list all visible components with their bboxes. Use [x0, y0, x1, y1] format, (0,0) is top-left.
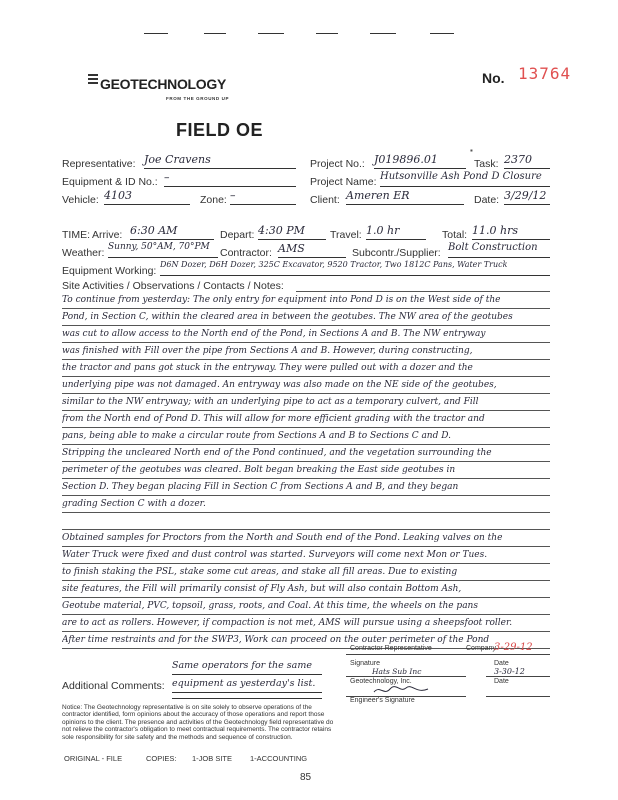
signature-line — [346, 676, 466, 677]
page-title: FIELD OE — [176, 120, 264, 140]
additional-comments-line-1[interactable]: Same operators for the same — [172, 660, 322, 675]
vehicle-label: Vehicle: — [62, 194, 99, 206]
contractor-field[interactable]: AMS — [278, 242, 346, 258]
logo-tagline: FROM THE GROUND UP — [166, 96, 230, 101]
footer-job-site: 1-JOB SITE — [192, 754, 233, 763]
depart-field[interactable]: 4:30 PM — [258, 224, 326, 240]
task-label: Task: — [474, 158, 499, 170]
note-line: pans, being able to make a circular route from Sections A and B to Sections C and D. — [62, 429, 550, 445]
contractor-signature: Hats Sub Inc — [372, 667, 422, 676]
logo-mark-icon — [88, 74, 98, 86]
note-line: To continue from yesterday: The only entry for equipment into Pond D is on the West side of the — [62, 293, 550, 309]
footer-original: ORIGINAL - FILE — [64, 754, 123, 763]
travel-label: Travel: — [330, 229, 362, 241]
equipment-working-label: Equipment Working: — [62, 265, 157, 277]
company-value: 3-29-12 — [494, 642, 533, 653]
vehicle-field[interactable]: 4103 — [104, 189, 190, 205]
note-line: After time restraints and for the SWP3, Work can proceed on the outer perimeter of the Pond — [62, 633, 550, 649]
additional-comments-label: Additional Comments: — [62, 680, 165, 692]
project-name-field[interactable]: Hutsonville Ash Pond D Closure — [380, 171, 550, 187]
scan-artifact: ▪ — [470, 146, 473, 155]
equipment-id-label: Equipment & ID No.: — [62, 176, 158, 188]
subcontr-label: Subcontr./Supplier: — [352, 247, 441, 259]
company-label: Company — [466, 645, 496, 652]
site-activities-label: Site Activities / Observations / Contacts / Notes: — [62, 280, 284, 292]
engineers-signature-label: Engineer's Signature — [350, 697, 415, 704]
date-small-label: Date — [494, 660, 509, 667]
scan-mark — [258, 33, 284, 34]
equipment-id-field[interactable]: – — [164, 171, 296, 187]
weather-label: Weather: — [62, 247, 105, 259]
scan-mark — [204, 33, 226, 34]
note-line: was finished with Fill over the pipe from Sections A and B. However, during constructing, — [62, 344, 550, 360]
signature-label: Signature — [350, 660, 380, 667]
time-label: TIME: — [62, 229, 90, 241]
date-field[interactable]: 3/29/12 — [504, 189, 550, 205]
client-label: Client: — [310, 194, 340, 206]
form-number-label: No. — [482, 70, 505, 86]
footer-accounting: 1-ACCOUNTING — [250, 754, 308, 763]
logo-wordmark: GEOTECHNOLOGY — [100, 76, 226, 92]
geotech-inc-label: Geotechnology, Inc. — [350, 678, 412, 685]
project-no-field[interactable]: J019896.01 — [374, 153, 466, 169]
notice-text: Notice: The Geotechnology representative is on site solely to observe operations of the contractor identified, form opinions about the accuracy of those operations and report those opinions to the client. The presence and activities of the Geotechnology field representative do not relieve the contractor's obligation to meet contractual requirements. The contractor retains sole responsibility for site safety and the methods and sequence of construction. — [62, 704, 334, 741]
form-number-value: 13764 — [518, 64, 572, 83]
note-line: Pond, in Section C, within the cleared area in between the geotubes. The NW area of the geotubes — [62, 310, 550, 326]
note-line: perimeter of the geotubes was cleared. Bolt began breaking the East side geotubes in — [62, 463, 550, 479]
arrive-field[interactable]: 6:30 AM — [130, 224, 214, 240]
client-field[interactable]: Ameren ER — [346, 189, 464, 205]
depart-label: Depart: — [220, 229, 255, 241]
signature-date: 3-30-12 — [494, 667, 525, 676]
project-no-label: Project No.: — [310, 158, 365, 170]
weather-field[interactable]: Sunny, 50°AM, 70°PM — [108, 242, 218, 258]
note-line: Section D. They began placing Fill in Section C from Sections A and B, and they began — [62, 480, 550, 496]
site-activities-rule — [296, 291, 550, 292]
note-line: similar to the NW entryway; with an underlying pipe to act as a temporary culvert, and Fill — [62, 395, 550, 411]
date-small-label-2: Date — [494, 678, 509, 685]
additional-comments-line-2[interactable]: equipment as yesterday's list. — [172, 678, 322, 693]
note-line: underlying pipe was not damaged. An entryway was also made on the NE side of the geotubes, — [62, 378, 550, 394]
note-line — [62, 514, 550, 530]
note-line: grading Section C with a dozer. — [62, 497, 550, 513]
scan-mark — [316, 33, 338, 34]
zone-label: Zone: — [200, 194, 227, 206]
contractor-rep-label: Contractor Representative — [350, 645, 432, 652]
note-line: the tractor and pans got stuck in the entryway. They were pulled out with a dozer and the — [62, 361, 550, 377]
total-label: Total: — [442, 229, 468, 241]
subcontr-field[interactable]: Bolt Construction — [448, 242, 550, 258]
note-line: to finish staking the PSL, stake some cut areas, and stake all fill areas. Due to existing — [62, 565, 550, 581]
arrive-label: Arrive: — [92, 229, 123, 241]
note-line: Geotube material, PVC, topsoil, grass, roots, and Coal. At this time, the wheels on the pans — [62, 599, 550, 615]
engineer-date-line — [486, 696, 550, 697]
note-line: Stripping the uncleared North end of the Pond continued, and the vegetation surrounding the — [62, 446, 550, 462]
date-line — [486, 676, 550, 677]
zone-field[interactable]: – — [230, 189, 296, 205]
page-number: 85 — [300, 772, 312, 783]
representative-field[interactable]: Joe Cravens — [144, 153, 296, 169]
project-name-label: Project Name: — [310, 176, 377, 188]
signature-block-rule — [346, 654, 550, 655]
equipment-working-field[interactable]: D6N Dozer, D6H Dozer, 325C Excavator, 9520 Tractor, Two 1812C Pans, Water Truck — [160, 260, 550, 276]
note-line: from the North end of Pond D. This will allow for more efficient grading with the tractor and — [62, 412, 550, 428]
representative-label: Representative: — [62, 158, 136, 170]
note-line: Obtained samples for Proctors from the North and South end of the Pond. Leaking valves on the — [62, 531, 550, 547]
task-field[interactable]: 2370 — [504, 153, 550, 169]
contractor-label: Contractor: — [220, 247, 272, 259]
scan-mark — [430, 33, 454, 34]
note-line: site features, the Fill will primarily consist of Fly Ash, but will also contain Bottom Ash, — [62, 582, 550, 598]
travel-field[interactable]: 1.0 hr — [366, 224, 426, 240]
date-label: Date: — [474, 194, 500, 206]
note-line: are to act as rollers. However, if compaction is not met, AMS will pursue using a sheepsfoot roller. — [62, 616, 550, 632]
footer-copies: COPIES: — [146, 754, 177, 763]
additional-comments-line-3[interactable] — [172, 694, 322, 699]
total-field[interactable]: 11.0 hrs — [472, 224, 550, 240]
note-line: was cut to allow access to the North end of the Pond, in Sections A and B. The NW entryway — [62, 327, 550, 343]
scan-mark — [370, 33, 396, 34]
scan-mark — [144, 33, 168, 34]
note-line: Water Truck were fixed and dust control was started. Surveyors will come next Mon or Tues. — [62, 548, 550, 564]
engineer-signature-scribble — [372, 684, 432, 696]
